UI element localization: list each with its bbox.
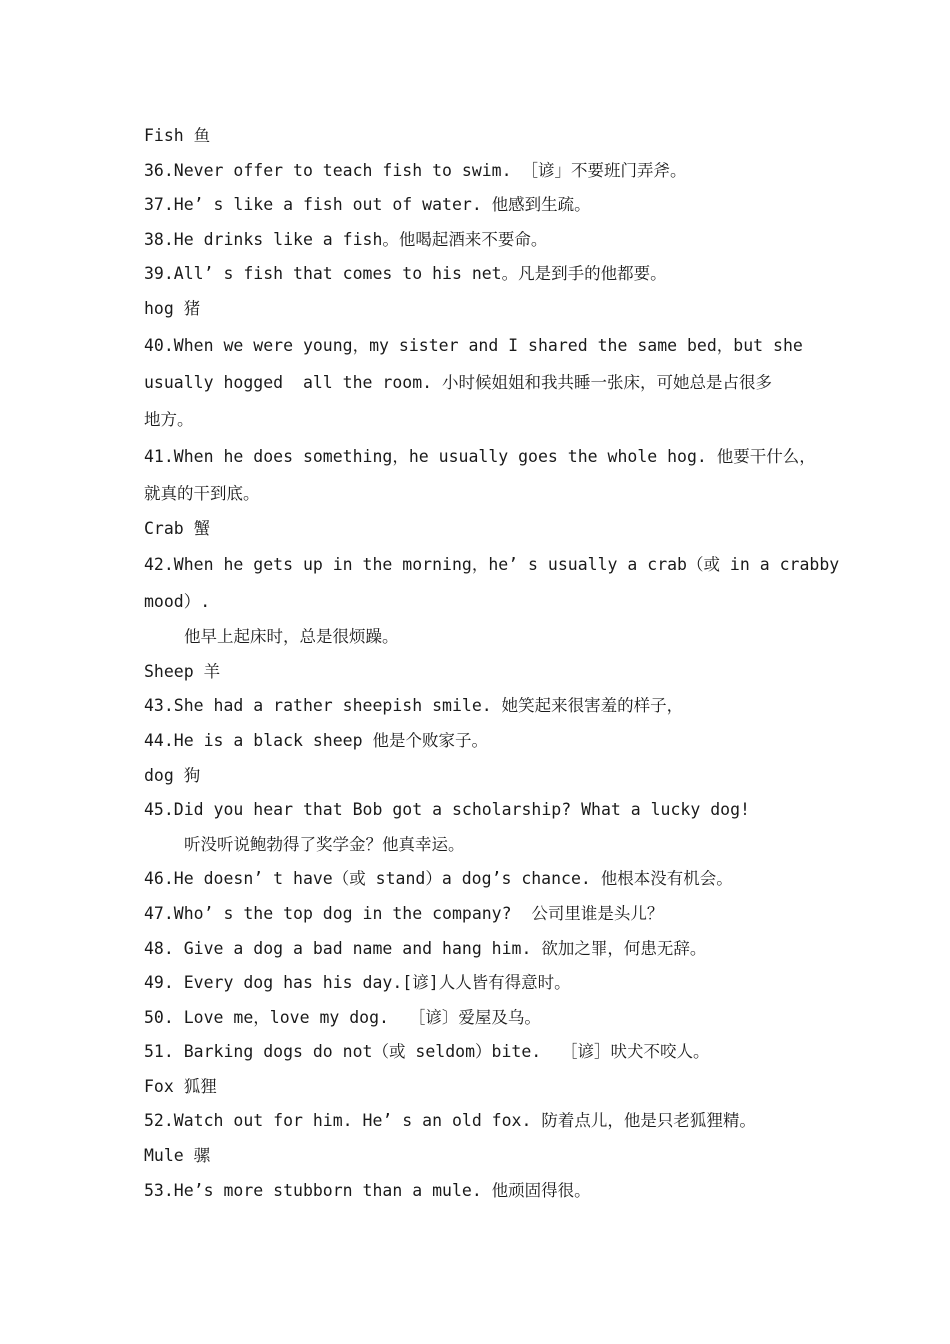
text-line: 46.He doesn’ t have（或 stand）a dog’s chance. 他根本没有机会。 xyxy=(144,869,733,889)
text-line: 49. Every dog has his day.[谚]人人皆有得意时。 xyxy=(144,973,571,993)
section-heading-fox: Fox 狐狸 xyxy=(144,1076,217,1096)
document-body xyxy=(144,119,840,1208)
section-heading-fish: Fish 鱼 xyxy=(144,126,211,145)
text-line: 43.She had a rather sheepish smile. 她笑起来很害羞的样子， xyxy=(144,696,684,716)
section-heading-crab: Crab 蟹 xyxy=(144,518,211,538)
text-line: 听没听说鲍勃得了奖学金？他真幸运。 xyxy=(184,834,465,854)
text-line: 48. Give a dog a bad name and hang him. 欲加之罪，何患无辞。 xyxy=(144,938,707,958)
text-line: 44.He is a black sheep 他是个败家子。 xyxy=(144,730,488,750)
text-line: 40.When we were young，my sister and I shared the same bed，but she xyxy=(144,335,803,355)
text-line: 38.He drinks like a fish。他喝起酒来不要命。 xyxy=(144,229,548,249)
text-line: 53.He’s more stubborn than a mule. 他顽固得很。 xyxy=(144,1180,591,1200)
text-line: 他早上起床时，总是很烦躁。 xyxy=(184,627,399,647)
text-line: 41.When he does something，he usually goes the whole hog. 他要干什么， xyxy=(144,446,816,466)
text-line: mood）. xyxy=(144,592,211,612)
text-line: 地方。 xyxy=(144,409,194,429)
text-line: 52.Watch out for him. He’ s an old fox. 防着点儿，他是只老狐狸精。 xyxy=(144,1111,756,1131)
section-heading-dog: dog 狗 xyxy=(144,765,201,785)
text-line: 45.Did you hear that Bob got a scholarship? What a lucky dog! xyxy=(144,800,750,820)
text-line: 51. Barking dogs do not（或 seldom）bite. ［谚］吠犬不咬人。 xyxy=(144,1042,710,1062)
text-line: 39.All’ s fish that comes to his net。凡是到手的他都要。 xyxy=(144,264,667,284)
text-line: 37.He’ s like a fish out of water. 他感到生疏。 xyxy=(144,195,591,215)
text-line: 就真的干到底。 xyxy=(144,483,260,503)
text-line: 50. Love me，love my dog. ［谚〕爱屋及乌。 xyxy=(144,1007,541,1027)
text-line: usually hogged all the room. 小时候姐姐和我共睡一张床，可她总是占很多 xyxy=(144,372,773,392)
section-heading-mule: Mule 骡 xyxy=(144,1146,211,1166)
text-line: 47.Who’ s the top dog in the company? 公司里谁是头儿？ xyxy=(144,903,664,923)
text-line: 36.Never offer to teach fish to swim. ［谚」不要班门弄斧。 xyxy=(144,160,687,180)
section-heading-sheep: Sheep 羊 xyxy=(144,661,221,681)
text-line: 42.When he gets up in the morning，he’ s usually a crab（或 in a crabby xyxy=(144,555,840,575)
section-heading-hog: hog 猪 xyxy=(144,298,201,318)
